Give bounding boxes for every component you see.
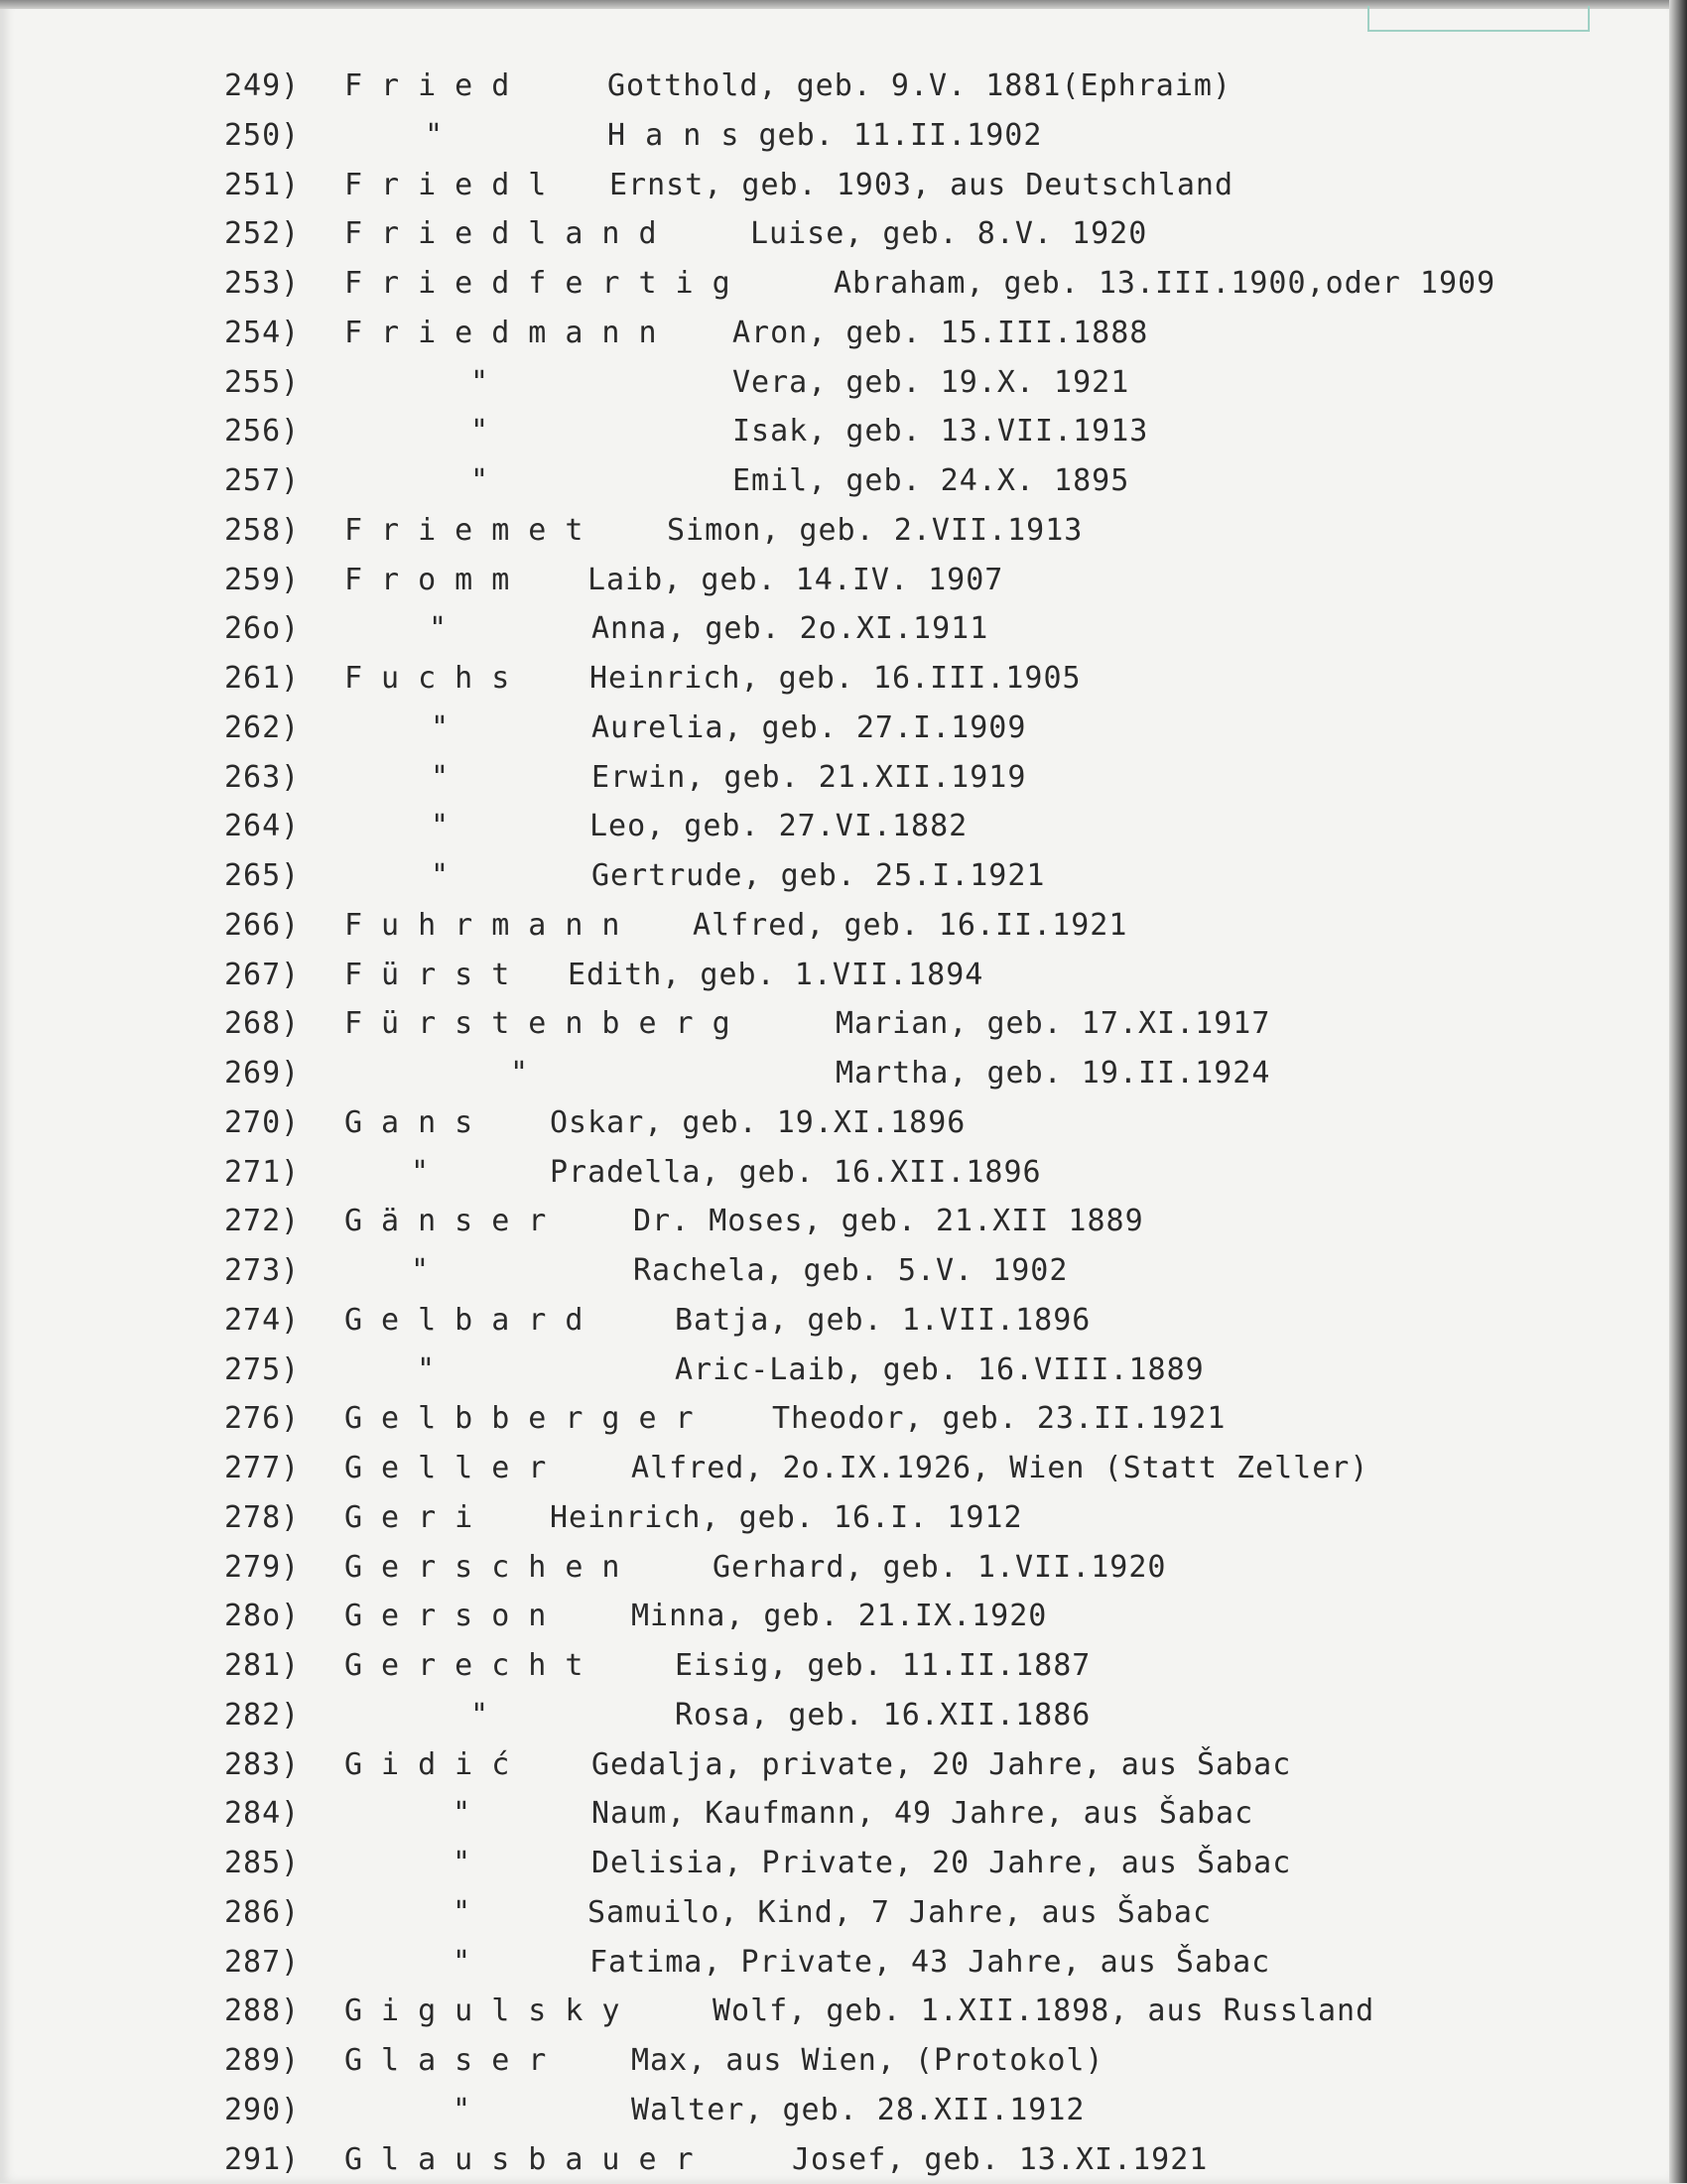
entry-details: Fatima, Private, 43 Jahre, aus Šabac <box>589 1938 1270 1988</box>
page-right-edge <box>1669 0 1687 2183</box>
entry-surname: Fürstenberg <box>344 999 749 1049</box>
entry-details: Heinrich, geb. 16.I. 1912 <box>550 1493 1023 1543</box>
entry-number: 28o) <box>224 1592 300 1641</box>
list-item <box>0 604 1669 654</box>
corner-tab-mark <box>1367 6 1590 32</box>
ditto-mark: " <box>453 1839 470 1888</box>
list-item <box>0 259 1669 309</box>
entry-details: Max, aus Wien, (Protokol) <box>631 2036 1104 2086</box>
entry-number: 265) <box>224 851 300 901</box>
entry-details: Erwin, geb. 21.XII.1919 <box>591 753 1026 803</box>
entry-details: Laib, geb. 14.IV. 1907 <box>587 556 1003 605</box>
ditto-mark: " <box>431 802 449 851</box>
entry-details: Josef, geb. 13.XI.1921 <box>792 2135 1208 2184</box>
entry-number: 277) <box>224 1444 300 1493</box>
list-item <box>0 407 1669 456</box>
list-item <box>0 161 1669 210</box>
entry-surname: Gans <box>344 1098 491 1148</box>
entry-number: 271) <box>224 1148 300 1198</box>
ditto-mark: " <box>425 111 443 161</box>
entry-number: 258) <box>224 506 300 556</box>
list-item <box>0 1987 1669 2036</box>
list-item <box>0 1394 1669 1444</box>
list-item <box>0 1543 1669 1593</box>
entry-number: 270) <box>224 1098 300 1148</box>
entry-details: Rosa, geb. 16.XII.1886 <box>675 1691 1091 1740</box>
entry-details: Gedalja, private, 20 Jahre, aus Šabac <box>591 1740 1291 1790</box>
list-item <box>0 2135 1669 2184</box>
list-item <box>0 456 1669 506</box>
entry-details: Alfred, 2o.IX.1926, Wien (Statt Zeller) <box>631 1444 1368 1493</box>
entry-surname: Gigulsky <box>344 1987 639 2036</box>
entry-number: 282) <box>224 1691 300 1740</box>
ditto-mark: " <box>453 2086 470 2135</box>
entry-details: Wolf, geb. 1.XII.1898, aus Russland <box>713 1987 1374 2036</box>
entry-number: 263) <box>224 753 300 803</box>
ditto-mark: " <box>431 753 449 803</box>
ditto-mark: " <box>470 407 488 456</box>
ditto-mark: " <box>453 1888 470 1938</box>
entry-details: Batja, geb. 1.VII.1896 <box>675 1296 1091 1346</box>
ditto-mark: " <box>411 1148 429 1198</box>
entry-surname: Gänser <box>344 1197 565 1246</box>
entry-surname: Geri <box>344 1493 491 1543</box>
entry-number: 262) <box>224 704 300 753</box>
entry-details: Marian, geb. 17.XI.1917 <box>836 999 1270 1049</box>
list-item <box>0 1098 1669 1148</box>
entry-details: Samuilo, Kind, 7 Jahre, aus Šabac <box>587 1888 1212 1938</box>
entry-number: 26o) <box>224 604 300 654</box>
entry-number: 286) <box>224 1888 300 1938</box>
ditto-mark: " <box>453 1938 470 1988</box>
entry-details: Luise, geb. 8.V. 1920 <box>750 209 1147 259</box>
list-item <box>0 111 1669 161</box>
entry-details: H a n s geb. 11.II.1902 <box>607 111 1042 161</box>
list-item <box>0 1888 1669 1938</box>
entry-surname: Glausbauer <box>344 2135 713 2184</box>
list-item <box>0 1049 1669 1098</box>
entry-number: 278) <box>224 1493 300 1543</box>
list-item <box>0 1691 1669 1740</box>
entry-details: Theodor, geb. 23.II.1921 <box>772 1394 1226 1444</box>
entry-details: Alfred, geb. 16.II.1921 <box>693 901 1127 951</box>
entry-number: 291) <box>224 2135 300 2184</box>
entry-details: Naum, Kaufmann, 49 Jahre, aus Šabac <box>591 1789 1253 1839</box>
entry-details: Walter, geb. 28.XII.1912 <box>631 2086 1085 2135</box>
entry-number: 283) <box>224 1740 300 1790</box>
list-item <box>0 851 1669 901</box>
entry-number: 273) <box>224 1246 300 1296</box>
ditto-mark: " <box>431 851 449 901</box>
entry-surname: Fried <box>344 62 528 111</box>
entry-number: 268) <box>224 999 300 1049</box>
name-list <box>0 62 1669 2184</box>
entry-number: 284) <box>224 1789 300 1839</box>
entry-number: 264) <box>224 802 300 851</box>
entry-details: Aric-Laib, geb. 16.VIII.1889 <box>675 1346 1205 1395</box>
entry-number: 255) <box>224 358 300 408</box>
list-item <box>0 1444 1669 1493</box>
list-item <box>0 506 1669 556</box>
list-item <box>0 1493 1669 1543</box>
entry-number: 251) <box>224 161 300 210</box>
ditto-mark: " <box>470 358 488 408</box>
entry-details: Edith, geb. 1.VII.1894 <box>568 951 983 1000</box>
ditto-mark: " <box>510 1049 528 1098</box>
list-item <box>0 802 1669 851</box>
entry-surname: Geller <box>344 1444 565 1493</box>
entry-surname: Friemet <box>344 506 601 556</box>
entry-details: Oskar, geb. 19.XI.1896 <box>550 1098 966 1148</box>
entry-number: 252) <box>224 209 300 259</box>
list-item <box>0 1346 1669 1395</box>
list-item <box>0 753 1669 803</box>
entry-surname: Fuhrmann <box>344 901 639 951</box>
entry-surname: Fürst <box>344 951 528 1000</box>
entry-surname: Fromm <box>344 556 528 605</box>
list-item <box>0 951 1669 1000</box>
entry-details: Rachela, geb. 5.V. 1902 <box>633 1246 1068 1296</box>
list-item <box>0 704 1669 753</box>
ditto-mark: " <box>470 1691 488 1740</box>
entry-surname: Gerecht <box>344 1641 601 1691</box>
entry-surname: Friedfertig <box>344 259 749 309</box>
list-item <box>0 2086 1669 2135</box>
entry-number: 269) <box>224 1049 300 1098</box>
entry-details: Emil, geb. 24.X. 1895 <box>732 456 1129 506</box>
list-item <box>0 358 1669 408</box>
list-item <box>0 209 1669 259</box>
list-item <box>0 556 1669 605</box>
ditto-mark: " <box>453 1789 470 1839</box>
list-item <box>0 1789 1669 1839</box>
entry-details: Delisia, Private, 20 Jahre, aus Šabac <box>591 1839 1291 1888</box>
entry-details: Pradella, geb. 16.XII.1896 <box>550 1148 1042 1198</box>
entry-number: 279) <box>224 1543 300 1593</box>
entry-surname: Friedland <box>344 209 676 259</box>
ditto-mark: " <box>429 604 447 654</box>
entry-details: Aurelia, geb. 27.I.1909 <box>591 704 1026 753</box>
entry-details: Minna, geb. 21.IX.1920 <box>631 1592 1047 1641</box>
entry-surname: Glaser <box>344 2036 565 2086</box>
list-item <box>0 309 1669 358</box>
entry-number: 256) <box>224 407 300 456</box>
entry-number: 253) <box>224 259 300 309</box>
list-item <box>0 1246 1669 1296</box>
list-item <box>0 654 1669 704</box>
entry-number: 281) <box>224 1641 300 1691</box>
list-item <box>0 1641 1669 1691</box>
list-item <box>0 62 1669 111</box>
entry-surname: Gerson <box>344 1592 565 1641</box>
entry-details: Heinrich, geb. 16.III.1905 <box>589 654 1082 704</box>
entry-surname: Gelbberger <box>344 1394 713 1444</box>
entry-surname: Friedmann <box>344 309 676 358</box>
list-item <box>0 901 1669 951</box>
entry-details: Abraham, geb. 13.III.1900,oder 1909 <box>834 259 1495 309</box>
entry-number: 254) <box>224 309 300 358</box>
entry-number: 272) <box>224 1197 300 1246</box>
list-item <box>0 1938 1669 1988</box>
entry-details: Aron, geb. 15.III.1888 <box>732 309 1148 358</box>
entry-details: Leo, geb. 27.VI.1882 <box>589 802 968 851</box>
entry-number: 249) <box>224 62 300 111</box>
entry-number: 289) <box>224 2036 300 2086</box>
entry-number: 290) <box>224 2086 300 2135</box>
entry-details: Anna, geb. 2o.XI.1911 <box>591 604 988 654</box>
entry-number: 261) <box>224 654 300 704</box>
entry-number: 287) <box>224 1938 300 1988</box>
entry-details: Martha, geb. 19.II.1924 <box>836 1049 1270 1098</box>
entry-details: Gerhard, geb. 1.VII.1920 <box>713 1543 1166 1593</box>
entry-number: 274) <box>224 1296 300 1346</box>
entry-number: 257) <box>224 456 300 506</box>
list-item <box>0 2036 1669 2086</box>
entry-surname: Friedl <box>344 161 565 210</box>
entry-number: 276) <box>224 1394 300 1444</box>
list-item <box>0 1740 1669 1790</box>
entry-number: 275) <box>224 1346 300 1395</box>
entry-details: Gertrude, geb. 25.I.1921 <box>591 851 1045 901</box>
entry-surname: Fuchs <box>344 654 528 704</box>
entry-number: 259) <box>224 556 300 605</box>
list-item <box>0 1592 1669 1641</box>
entry-number: 266) <box>224 901 300 951</box>
ditto-mark: " <box>470 456 488 506</box>
entry-number: 250) <box>224 111 300 161</box>
list-item <box>0 999 1669 1049</box>
entry-surname: Gidić <box>344 1740 528 1790</box>
entry-details: Ernst, geb. 1903, aus Deutschland <box>609 161 1233 210</box>
list-item <box>0 1148 1669 1198</box>
entry-number: 267) <box>224 951 300 1000</box>
entry-number: 285) <box>224 1839 300 1888</box>
entry-details: Simon, geb. 2.VII.1913 <box>667 506 1083 556</box>
entry-surname: Gelbard <box>344 1296 601 1346</box>
entry-details: Isak, geb. 13.VII.1913 <box>732 407 1148 456</box>
list-item <box>0 1839 1669 1888</box>
entry-number: 288) <box>224 1987 300 2036</box>
ditto-mark: " <box>417 1346 435 1395</box>
entry-details: Eisig, geb. 11.II.1887 <box>675 1641 1091 1691</box>
ditto-mark: " <box>411 1246 429 1296</box>
entry-details: Dr. Moses, geb. 21.XII 1889 <box>633 1197 1144 1246</box>
list-item <box>0 1296 1669 1346</box>
list-item <box>0 1197 1669 1246</box>
entry-details: Vera, geb. 19.X. 1921 <box>732 358 1129 408</box>
entry-details: Gotthold, geb. 9.V. 1881(Ephraim) <box>607 62 1232 111</box>
entry-surname: Gerschen <box>344 1543 639 1593</box>
ditto-mark: " <box>431 704 449 753</box>
